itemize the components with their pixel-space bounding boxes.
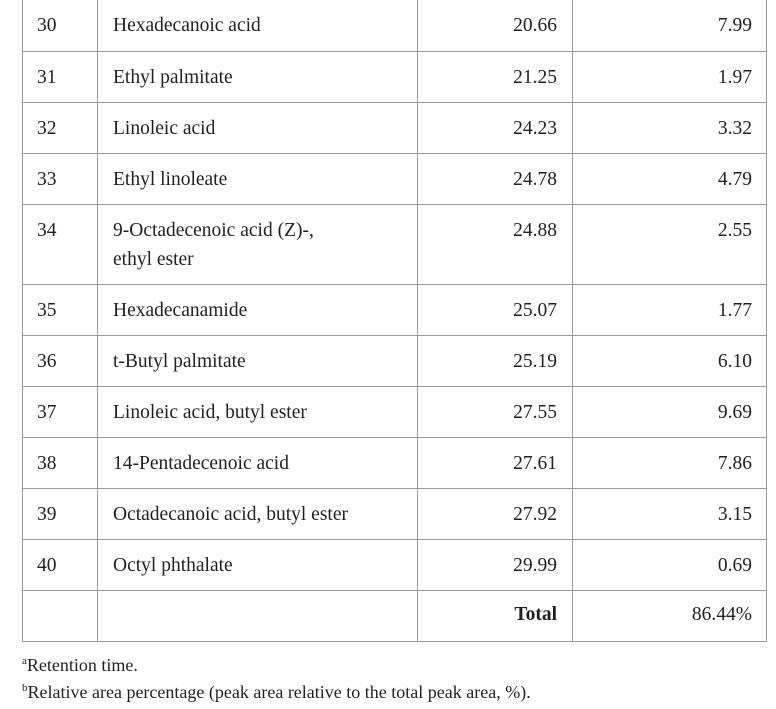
footnote-a (22, 652, 531, 679)
relative-area: 9.69 (573, 386, 767, 437)
relative-area: 1.97 (573, 51, 767, 102)
row-number: 40 (23, 539, 98, 590)
table-row (23, 335, 767, 386)
table-row (23, 539, 767, 590)
table-row (23, 437, 767, 488)
compound-name: Hexadecanamide (98, 284, 418, 335)
row-number: 30 (23, 0, 98, 51)
footnotes (22, 652, 531, 706)
row-number: 34 (23, 204, 98, 284)
retention-time: 24.78 (418, 153, 573, 204)
relative-area: 7.99 (573, 0, 767, 51)
total-row (23, 590, 767, 641)
compound-name (98, 204, 418, 284)
row-number: 37 (23, 386, 98, 437)
total-value: 86.44% (573, 590, 767, 641)
table-row (23, 51, 767, 102)
table-row (23, 488, 767, 539)
compound-name: Octyl phthalate (98, 539, 418, 590)
compound-name: t-Butyl palmitate (98, 335, 418, 386)
table-row (23, 153, 767, 204)
footnote-marker: b (22, 682, 28, 694)
footnote-marker: a (22, 655, 27, 667)
compound-name: Linoleic acid (98, 102, 418, 153)
footnote-b (22, 679, 531, 706)
relative-area: 2.55 (573, 204, 767, 284)
retention-time: 27.92 (418, 488, 573, 539)
row-number: 39 (23, 488, 98, 539)
row-number: 38 (23, 437, 98, 488)
compound-name: Octadecanoic acid, butyl ester (98, 488, 418, 539)
compound-table (22, 0, 767, 642)
table-row (23, 204, 767, 284)
compound-name: 14-Pentadecenoic acid (98, 437, 418, 488)
relative-area: 0.69 (573, 539, 767, 590)
total-label: Total (418, 590, 573, 641)
table-row (23, 102, 767, 153)
row-number: 32 (23, 102, 98, 153)
compound-name: Hexadecanoic acid (98, 0, 418, 51)
row-number: 31 (23, 51, 98, 102)
relative-area: 1.77 (573, 284, 767, 335)
retention-time: 27.55 (418, 386, 573, 437)
relative-area: 3.15 (573, 488, 767, 539)
footnote-text: Relative area percentage (peak area relative to the total peak area, %). (27, 682, 531, 702)
row-number: 35 (23, 284, 98, 335)
empty-cell (23, 590, 98, 641)
relative-area: 7.86 (573, 437, 767, 488)
empty-cell (98, 590, 418, 641)
row-number: 36 (23, 335, 98, 386)
table-row (23, 284, 767, 335)
footnote-text: Retention time. (26, 655, 138, 675)
retention-time: 24.23 (418, 102, 573, 153)
retention-time: 27.61 (418, 437, 573, 488)
compound-name: Ethyl linoleate (98, 153, 418, 204)
retention-time: 25.07 (418, 284, 573, 335)
relative-area: 4.79 (573, 153, 767, 204)
retention-time: 21.25 (418, 51, 573, 102)
compound-name: Linoleic acid, butyl ester (98, 386, 418, 437)
compound-name-line-2: ethyl ester (113, 248, 194, 270)
retention-time: 24.88 (418, 204, 573, 284)
compound-name-line-1: 9-Octadecenoic acid (Z)-, (113, 219, 314, 241)
relative-area: 6.10 (573, 335, 767, 386)
compound-name: Ethyl palmitate (98, 51, 418, 102)
retention-time: 20.66 (418, 0, 573, 51)
retention-time: 29.99 (418, 539, 573, 590)
retention-time: 25.19 (418, 335, 573, 386)
table-row (23, 0, 767, 51)
table-row (23, 386, 767, 437)
relative-area: 3.32 (573, 102, 767, 153)
row-number: 33 (23, 153, 98, 204)
